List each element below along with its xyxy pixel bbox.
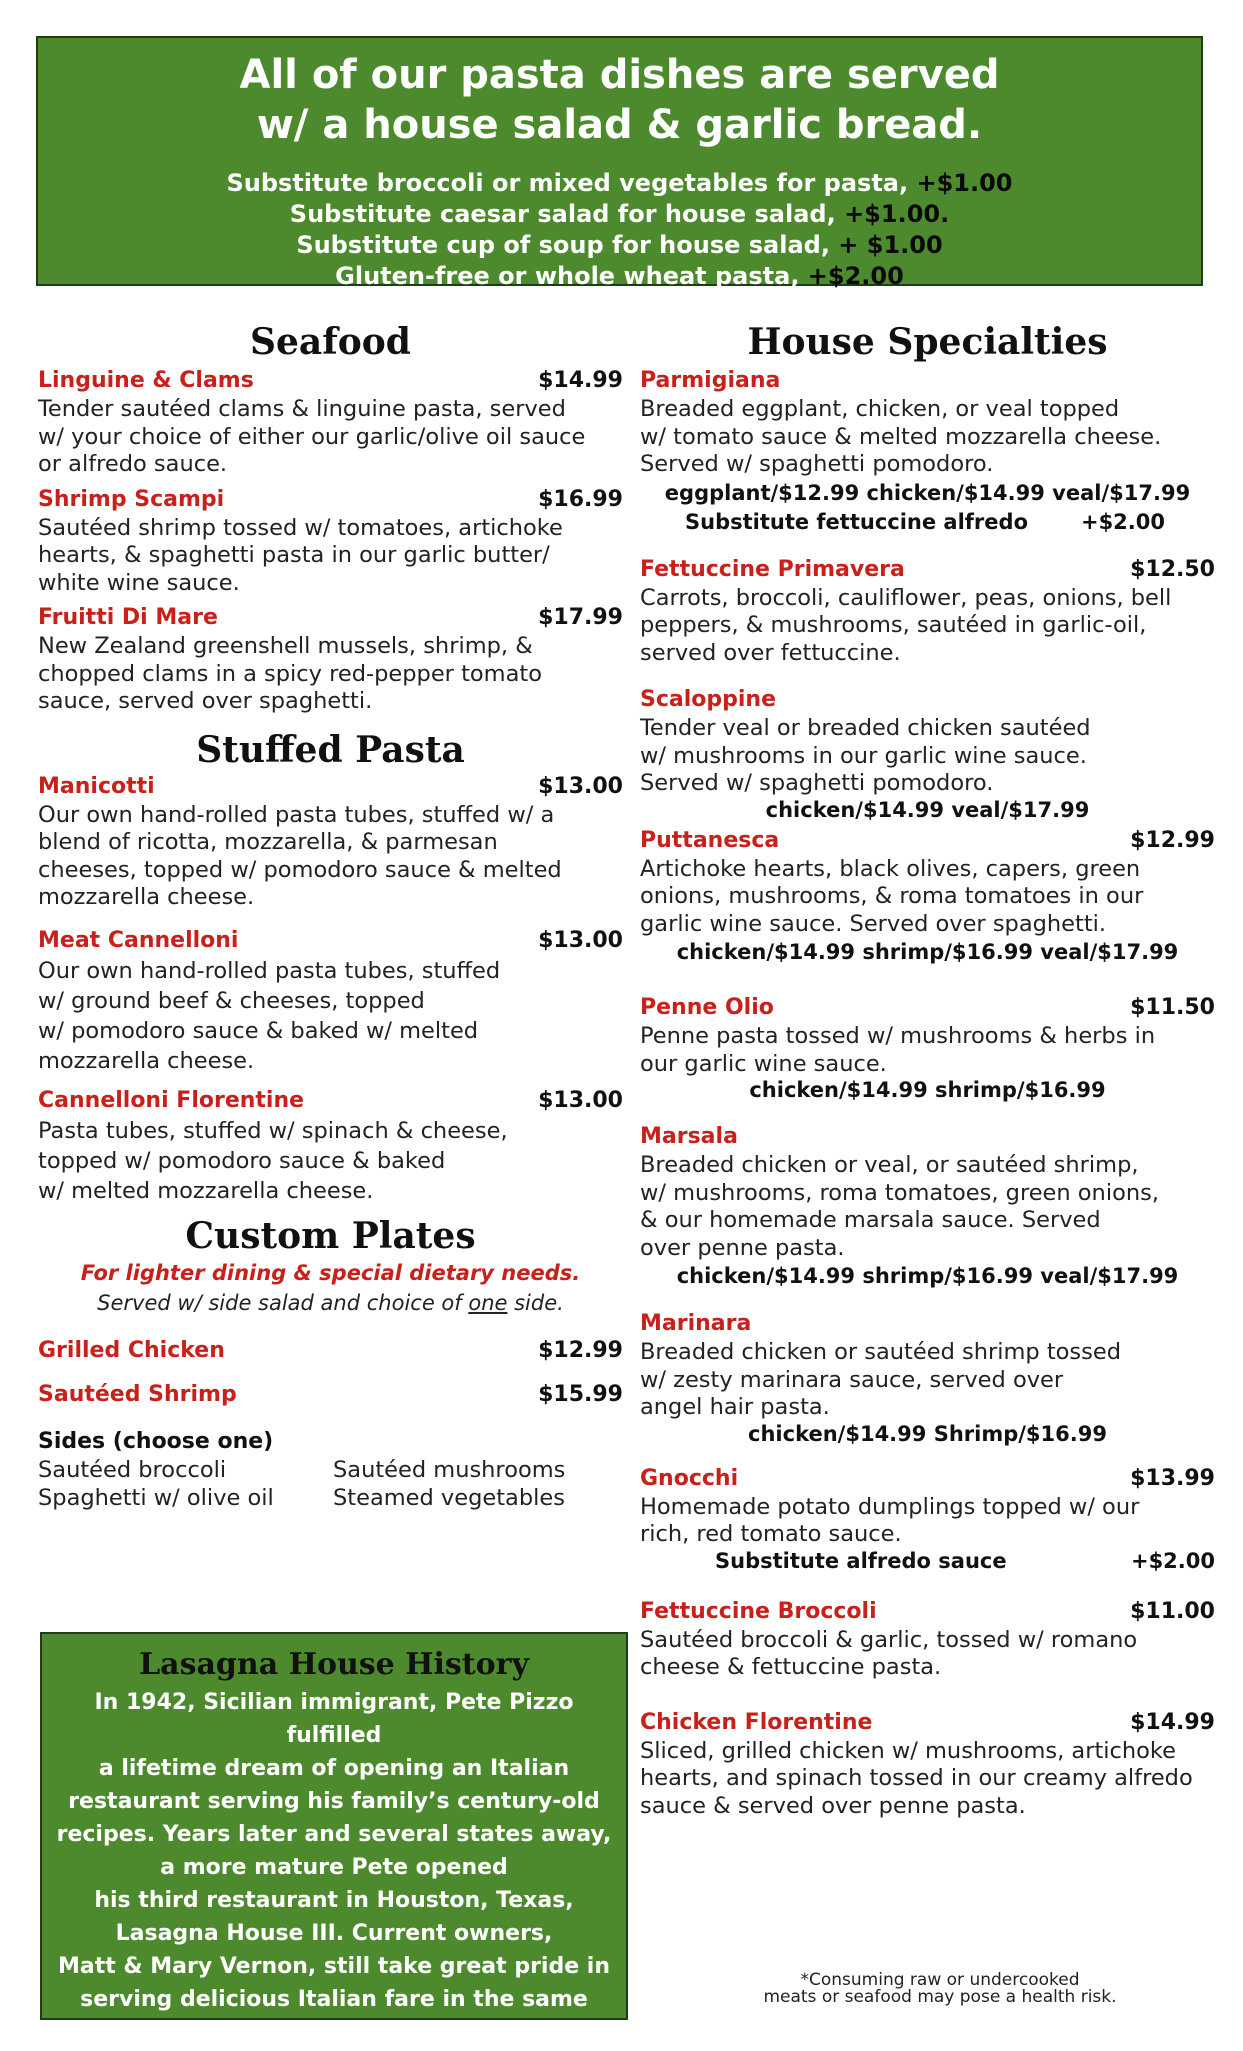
item-name: Fettuccine Primavera [640,556,905,582]
item-price: $13.00 [538,773,623,799]
item-price: $15.99 [538,1381,623,1407]
item-name: Sautéed Shrimp [38,1381,237,1407]
history-line: a lifetime dream of opening an Italian [98,1756,570,1781]
item-price: $16.99 [538,486,623,512]
history-line: serving delicious Italian fare in the same [80,1987,588,2012]
desc-line: Sliced, grilled chicken w/ mushrooms, artichoke [640,1737,1176,1764]
item-description [38,802,623,912]
substitution-text: Substitute caesar salad for house salad, [289,200,845,228]
served-text: side. [507,1290,564,1315]
desc-line: cheeses, topped w/ pomodoro sauce & melted [38,856,562,883]
menu-item-meat-cannelloni [38,926,623,1076]
item-description [640,1339,1215,1422]
desc-line: blend of ricotta, mozzarella, & parmesan [38,829,498,855]
menu-item-fettuccine-primavera [640,555,1215,668]
section-title-seafood: Seafood [250,321,411,363]
item-price: $12.99 [1130,827,1215,853]
pasta-info-banner [36,36,1203,290]
desc-line: Served w/ spaghetti pomodoro. [640,451,994,477]
item-description [640,1494,1215,1549]
menu-item-penne-olio [640,993,1215,1102]
menu-item-chicken-florentine [640,1708,1215,1821]
item-description [38,633,623,716]
side-option: Sautéed mushrooms [333,1456,566,1483]
desc-line: sauce, served over spaghetti. [38,688,373,714]
section-title-stuffed-pasta: Stuffed Pasta [196,728,465,771]
item-price: $12.50 [1130,556,1215,582]
desc-line: w/ zesty marinara sauce, served over [640,1366,1064,1393]
banner-title-line: All of our pasta dishes are served [239,52,1000,98]
menu-item-marinara [640,1309,1215,1446]
desc-line: Sautéed broccoli & garlic, tossed w/ romano [640,1626,1138,1653]
served-text: Served w/ side salad and choice of [97,1290,469,1315]
substitution-label: Substitute fettuccine alfredo [685,509,1028,534]
custom-plates-served-note [38,1288,623,1318]
item-price: $17.99 [538,605,623,630]
item-name: Parmigiana [640,368,781,393]
item-name: Penne Olio [640,995,774,1020]
desc-line: over penne pasta. [640,1234,845,1261]
desc-line: w/ tomato sauce & melted mozzarella cheese. [640,423,1162,450]
item-description [640,396,1215,479]
desc-line: our garlic wine sauce. [640,1050,887,1077]
desc-line: w/ ground beef & cheeses, topped [38,987,425,1014]
history-line: Matt & Mary Vernon, still take great pride in [58,1954,610,1979]
menu-item-manicotti [38,772,623,912]
item-name: Linguine & Clams [38,368,254,393]
item-substitution [640,508,1215,537]
desc-line: Artichoke hearts, black olives, capers, green [640,855,1141,882]
substitution-line [38,230,1201,261]
item-name: Gnocchi [640,1465,739,1491]
item-description [640,1627,1215,1682]
history-line: loving way that Pete did so many years ago. [58,2020,610,2045]
item-options: chicken/$14.99 Shrimp/$16.99 [748,1421,1107,1446]
item-options: chicken/$14.99 shrimp/$16.99 veal/$17.99 [676,940,1179,964]
item-options: chicken/$14.99 shrimp/$16.99 [749,1078,1106,1102]
item-name: Marinara [640,1311,752,1336]
desc-line: rich, red tomato sauce. [640,1521,902,1547]
item-options: chicken/$14.99 shrimp/$16.99 veal/$17.99 [676,1264,1179,1288]
desc-line: hearts, & spaghetti pasta in our garlic butter/ [38,542,550,568]
substitution-price: + $1.00 [838,231,943,259]
desc-line: mozzarella cheese. [38,1047,255,1074]
menu-item-gnocchi [640,1464,1215,1573]
side-option: Spaghetti w/ olive oil [38,1484,274,1511]
served-emphasis: one [468,1290,508,1315]
desc-line: garlic wine sauce. Served over spaghetti. [640,910,1107,937]
desc-line: peppers, & mushrooms, sautéed in garlic-oil, [640,612,1147,638]
item-price: $11.50 [1130,995,1215,1020]
item-name: Chicken Florentine [640,1709,873,1735]
desc-line: Pasta tubes, stuffed w/ spinach & cheese, [38,1117,508,1144]
item-price: $14.99 [1130,1709,1215,1735]
menu-item-parmigiana [640,366,1215,537]
menu-item-marsala [640,1122,1215,1291]
menu-item-fettuccine-broccoli [640,1597,1215,1682]
item-description [640,1152,1215,1262]
substitution-price: +$2.00 [1080,509,1165,534]
desc-line: or alfredo sauce. [38,451,228,477]
desc-line: sauce & served over penne pasta. [640,1792,1026,1819]
right-column [640,320,1215,1820]
desc-line: w/ mushrooms in our garlic wine sauce. [640,742,1087,769]
item-price: $12.99 [538,1337,623,1363]
menu-item-scaloppine [640,685,1215,822]
item-name: Meat Cannelloni [38,927,239,953]
desc-line: mozzarella cheese. [38,884,255,910]
item-description [640,585,1215,668]
banner-title [38,50,1201,150]
substitution-text: Gluten-free or whole wheat pasta, [335,262,808,290]
menu-item-sauteed-shrimp [38,1380,623,1410]
substitution-line [38,199,1201,230]
desc-line: w/ melted mozzarella cheese. [38,1177,374,1204]
substitution-price: +$2.00 [1130,1548,1215,1573]
item-description [640,1023,1215,1078]
desc-line: & our homemade marsala sauce. Served [640,1207,1101,1233]
history-line: In 1942, Sicilian immigrant, Pete Pizzo fulfilled [94,1690,574,1748]
footnote-line: meats or seafood may pose a health risk. [763,1987,1117,2007]
desc-line: Homemade potato dumplings topped w/ our [640,1493,1140,1520]
desc-line: w/ mushrooms, roma tomatoes, green onions, [640,1179,1159,1206]
item-name: Scaloppine [640,687,777,712]
substitution-price: +$2.00 [807,262,904,290]
section-title-house-specialties: House Specialties [747,321,1108,363]
item-description [38,515,623,598]
history-title: Lasagna House History [139,1647,529,1682]
desc-line: Served w/ spaghetti pomodoro. [640,770,994,796]
item-description [38,956,623,1076]
item-name: Shrimp Scampi [38,486,225,512]
item-description [640,1738,1215,1821]
desc-line: chopped clams in a spicy red-pepper tomato [38,660,542,687]
item-name: Cannelloni Florentine [38,1087,305,1113]
history-line: recipes. Years later and several states away, [56,1822,612,1847]
desc-line: Carrots, broccoli, cauliflower, peas, onions, bell [640,584,1172,611]
section-title-custom-plates: Custom Plates [185,1214,476,1257]
desc-line: Breaded chicken or sautéed shrimp tossed [640,1339,1121,1365]
item-price: $11.00 [1130,1598,1215,1624]
sides-title: Sides (choose one) [38,1428,274,1454]
menu-item-linguine-clams [38,366,623,479]
desc-line: Tender veal or breaded chicken sautéed [640,715,1091,741]
desc-line: white wine sauce. [38,569,240,596]
item-description [38,1116,623,1206]
desc-line: Our own hand-rolled pasta tubes, stuffed w/ a [38,801,555,828]
sides-block [38,1428,623,1512]
menu-item-cannelloni-florentine [38,1086,623,1206]
desc-line: Penne pasta tossed w/ mushrooms & herbs in [640,1023,1156,1049]
menu-item-puttanesca [640,826,1215,968]
side-option: Steamed vegetables [333,1484,565,1511]
desc-line: Breaded chicken or veal, or sautéed shrimp, [640,1152,1139,1178]
substitution-price: +$1.00. [844,200,950,228]
menu-item-shrimp-scampi [38,485,623,598]
history-line: a more mature Pete opened [160,1855,508,1880]
substitution-line [38,168,1201,199]
item-price: $14.99 [538,368,623,393]
desc-line: Our own hand-rolled pasta tubes, stuffed [38,957,501,984]
item-name: Puttanesca [640,827,780,853]
history-box [40,1632,628,2045]
desc-line: New Zealand greenshell mussels, shrimp, & [38,633,533,659]
desc-line: Breaded eggplant, chicken, or veal topped [640,396,1120,422]
substitution-line [38,261,1201,292]
desc-line: cheese & fettuccine pasta. [640,1654,942,1680]
desc-line: Tender sautéed clams & linguine pasta, served [38,396,566,422]
sides-list [38,1456,623,1512]
item-name: Manicotti [38,773,155,799]
menu-item-grilled-chicken [38,1336,623,1366]
left-column [38,320,623,1512]
item-description [38,396,623,479]
item-description [640,856,1215,939]
substitution-price: +$1.00 [916,169,1013,197]
substitution-list [38,168,1201,292]
item-substitution [640,1549,1215,1573]
history-line: restaurant serving his family’s century-old [68,1789,600,1814]
menu-item-fruitti-di-mare [38,603,623,716]
desc-line: angel hair pasta. [640,1394,830,1420]
substitution-text: Substitute cup of soup for house salad, [296,231,839,259]
side-option: Sautéed broccoli [38,1456,227,1483]
custom-plates-tagline: For lighter dining & special dietary needs. [80,1260,581,1285]
item-name: Fruitti Di Mare [38,605,218,630]
desc-line: hearts, and spinach tossed in our creamy alfredo [640,1765,1193,1791]
history-line: his third restaurant in Houston, Texas, [94,1888,574,1913]
item-name: Grilled Chicken [38,1337,225,1363]
substitution-text: Substitute broccoli or mixed vegetables for pasta, [226,169,917,197]
desc-line: served over fettuccine. [640,639,901,666]
substitution-label: Substitute alfredo sauce [715,1548,1007,1573]
footnote-line: *Consuming raw or undercooked [800,1970,1080,1990]
desc-line: onions, mushrooms, & roma tomatoes in our [640,883,1144,909]
history-text [42,1684,626,2051]
desc-line: Sautéed shrimp tossed w/ tomatoes, artichoke [38,514,563,541]
item-options: eggplant/$12.99 chicken/$14.99 veal/$17.99 [664,480,1191,505]
item-options: chicken/$14.99 veal/$17.99 [765,797,1090,822]
desc-line: topped w/ pomodoro sauce & baked [38,1147,446,1174]
item-name: Fettuccine Broccoli [640,1598,877,1624]
item-description [640,715,1215,798]
item-price: $13.00 [538,1087,623,1113]
item-name: Marsala [640,1124,738,1149]
desc-line: w/ pomodoro sauce & baked w/ melted [38,1017,479,1044]
item-price: $13.99 [1130,1465,1215,1491]
banner-title-line: w/ a house salad & garlic bread. [256,102,983,148]
item-price: $13.00 [538,927,623,953]
desc-line: w/ your choice of either our garlic/olive oil sauce [38,423,586,450]
history-line: Lasagna House III. Current owners, [115,1921,553,1946]
health-footnote [700,1972,1180,2006]
